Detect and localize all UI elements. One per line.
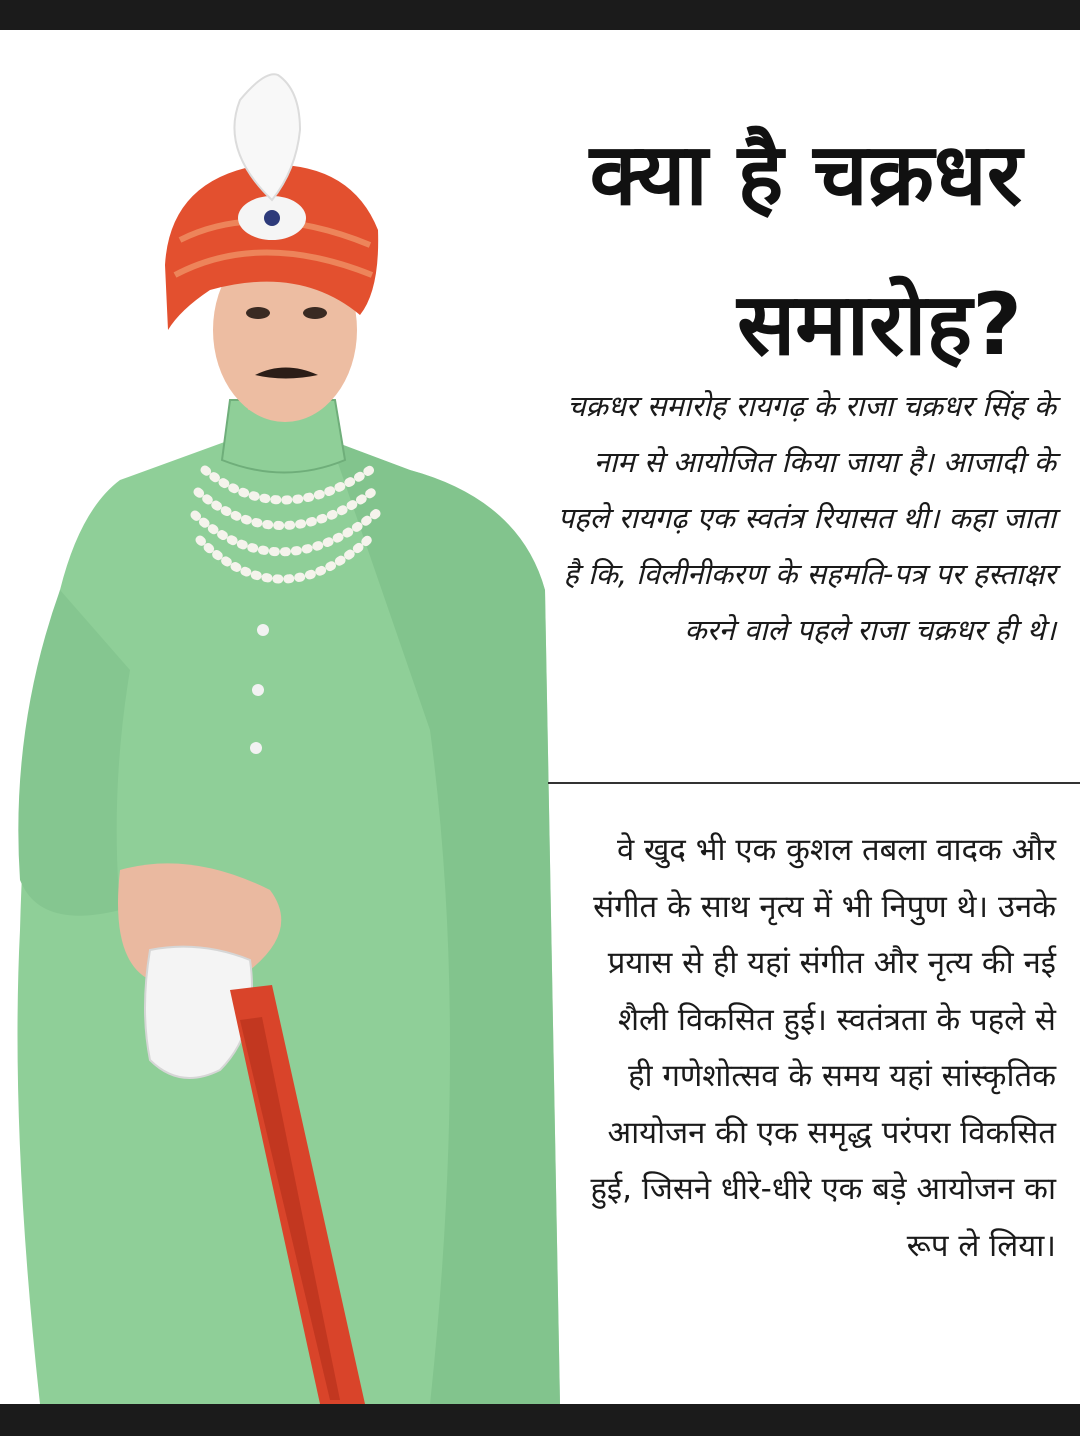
article-paragraph-1: चक्रधर समारोह रायगढ़ के राजा चक्रधर सिंह के नाम से आयोजित किया जाया है। आजादी के पहले रायगढ़ एक स्वतंत्र रियासत थी। कहा जाता है कि, विलीनीकरण के सहमति-पत्र पर हस्ताक्षर करने वाले पहले राजा चक्रधर ही थे।: [557, 389, 1056, 647]
divider: [548, 782, 1080, 784]
article-title: क्या है चक्रधर समारोह?: [589, 125, 1022, 375]
article-page: [0, 30, 1080, 1404]
article-paragraph-2: वे खुद भी एक कुशल तबला वादक और संगीत के साथ नृत्य में भी निपुण थे। उनके प्रयास से ही यहां संगीत और नृत्य की नई शैली विकसित हुई। स्वतंत्रता के पहले से ही गणेशोत्सव के समय यहां सांस्कृतिक आयोजन की एक समृद्ध परंपरा विकसित हुई, जिसने धीरे-धीरे एक बड़े आयोजन का रूप ले लिया।: [590, 832, 1056, 1264]
